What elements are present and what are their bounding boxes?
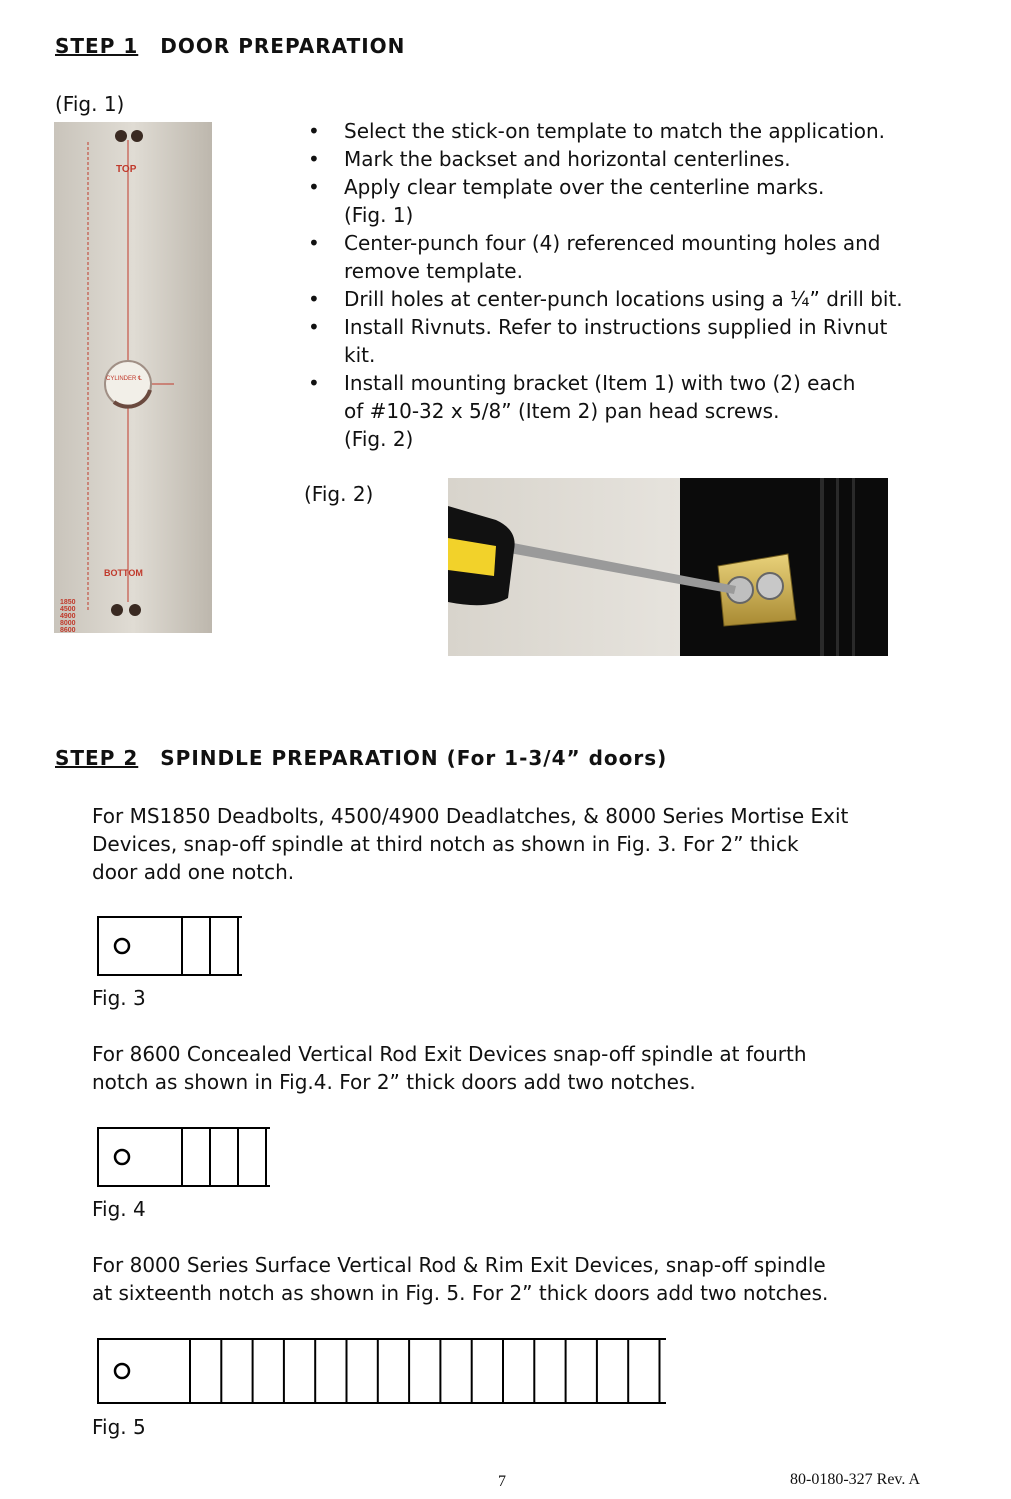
- step1-bullet-item: [304, 117, 903, 145]
- page-number: 7: [498, 1473, 506, 1490]
- fig3-spindle-diagram: [96, 915, 242, 979]
- spindle-hole: [115, 1364, 129, 1378]
- step2-title: SPINDLE PREPARATION (For 1-3/4” doors): [160, 746, 668, 770]
- step2-paragraph-2: [92, 1040, 982, 1096]
- spindle-hole: [115, 1150, 129, 1164]
- spindle-hole: [115, 939, 129, 953]
- step2-paragraph-3: [92, 1251, 982, 1307]
- spindle-outline: [98, 1128, 270, 1186]
- step1-bullet-item: [304, 313, 903, 369]
- fig4-caption: Fig. 4: [92, 1197, 146, 1221]
- paragraph-line: notch as shown in Fig.4. For 2” thick doors add two notches.: [92, 1070, 696, 1094]
- step1-bullet-item: [304, 285, 903, 313]
- step1-bullet-item: [304, 369, 903, 453]
- bullet-line: • Center-punch four (4) referenced mounting holes and: [344, 231, 881, 255]
- bullet-line: • Drill holes at center-punch locations using a ¼” drill bit.: [344, 287, 903, 311]
- paragraph-line: For 8600 Concealed Vertical Rod Exit Devices snap-off spindle at fourth: [92, 1042, 807, 1066]
- template-bottom-label: BOTTOM: [104, 568, 143, 578]
- spindle-outline: [98, 917, 242, 975]
- step1-heading: [55, 34, 405, 58]
- template-code-3: 4900: [60, 613, 76, 620]
- bullet-line: remove template.: [344, 259, 523, 283]
- bullet-line: • Install Rivnuts. Refer to instructions supplied in Rivnut: [344, 315, 888, 339]
- step1-label: STEP 1: [55, 34, 139, 58]
- step2-heading: [55, 746, 667, 770]
- template-top-label: TOP: [116, 164, 137, 175]
- step2-label: STEP 2: [55, 746, 139, 770]
- document-number: 80-0180-327 Rev. A: [790, 1471, 921, 1488]
- spindle-outline: [98, 1339, 666, 1403]
- bullet-line: • Select the stick-on template to match the application.: [344, 119, 886, 143]
- fig1-caption: (Fig. 1): [55, 92, 125, 116]
- paragraph-line: at sixteenth notch as shown in Fig. 5. For 2” thick doors add two notches.: [92, 1281, 829, 1305]
- step1-bullet-item: [304, 229, 903, 285]
- step1-bullet-item: [304, 145, 903, 173]
- bullet-line: • Install mounting bracket (Item 1) with two (2) each: [344, 371, 856, 395]
- fig4-spindle-diagram: [96, 1126, 270, 1190]
- template-code-4: 8000: [60, 620, 76, 627]
- bullet-line: of #10-32 x 5/8” (Item 2) pan head screws.: [344, 399, 780, 423]
- template-code-1: 1850: [60, 599, 76, 606]
- step1-title: DOOR PREPARATION: [160, 34, 406, 58]
- fig2-caption: (Fig. 2): [304, 482, 374, 506]
- paragraph-line: Devices, snap-off spindle at third notch as shown in Fig. 3. For 2” thick: [92, 832, 799, 856]
- paragraph-line: For MS1850 Deadbolts, 4500/4900 Deadlatches, & 8000 Series Mortise Exit: [92, 804, 849, 828]
- bullet-line: • Apply clear template over the centerline marks.: [344, 175, 825, 199]
- template-cylinder-label: CYLINDER ℄: [106, 376, 142, 382]
- bullet-line: (Fig. 1): [344, 203, 414, 227]
- bullet-line: • Mark the backset and horizontal centerlines.: [344, 147, 791, 171]
- bullet-line: (Fig. 2): [344, 427, 414, 451]
- paragraph-line: door add one notch.: [92, 860, 295, 884]
- template-code-2: 4500: [60, 606, 76, 613]
- step2-paragraph-1: [92, 802, 982, 886]
- fig5-spindle-diagram: [96, 1337, 666, 1407]
- paragraph-line: For 8000 Series Surface Vertical Rod & Rim Exit Devices, snap-off spindle: [92, 1253, 826, 1277]
- bullet-line: kit.: [344, 343, 376, 367]
- step1-bullet-item: [304, 173, 903, 229]
- fig1-template-photo: [54, 122, 212, 633]
- fig2-bracket-photo: [448, 478, 888, 656]
- step1-bullet-list: [304, 117, 903, 453]
- fig3-caption: Fig. 3: [92, 986, 146, 1010]
- fig5-caption: Fig. 5: [92, 1415, 146, 1439]
- template-code-5: 8600: [60, 627, 76, 633]
